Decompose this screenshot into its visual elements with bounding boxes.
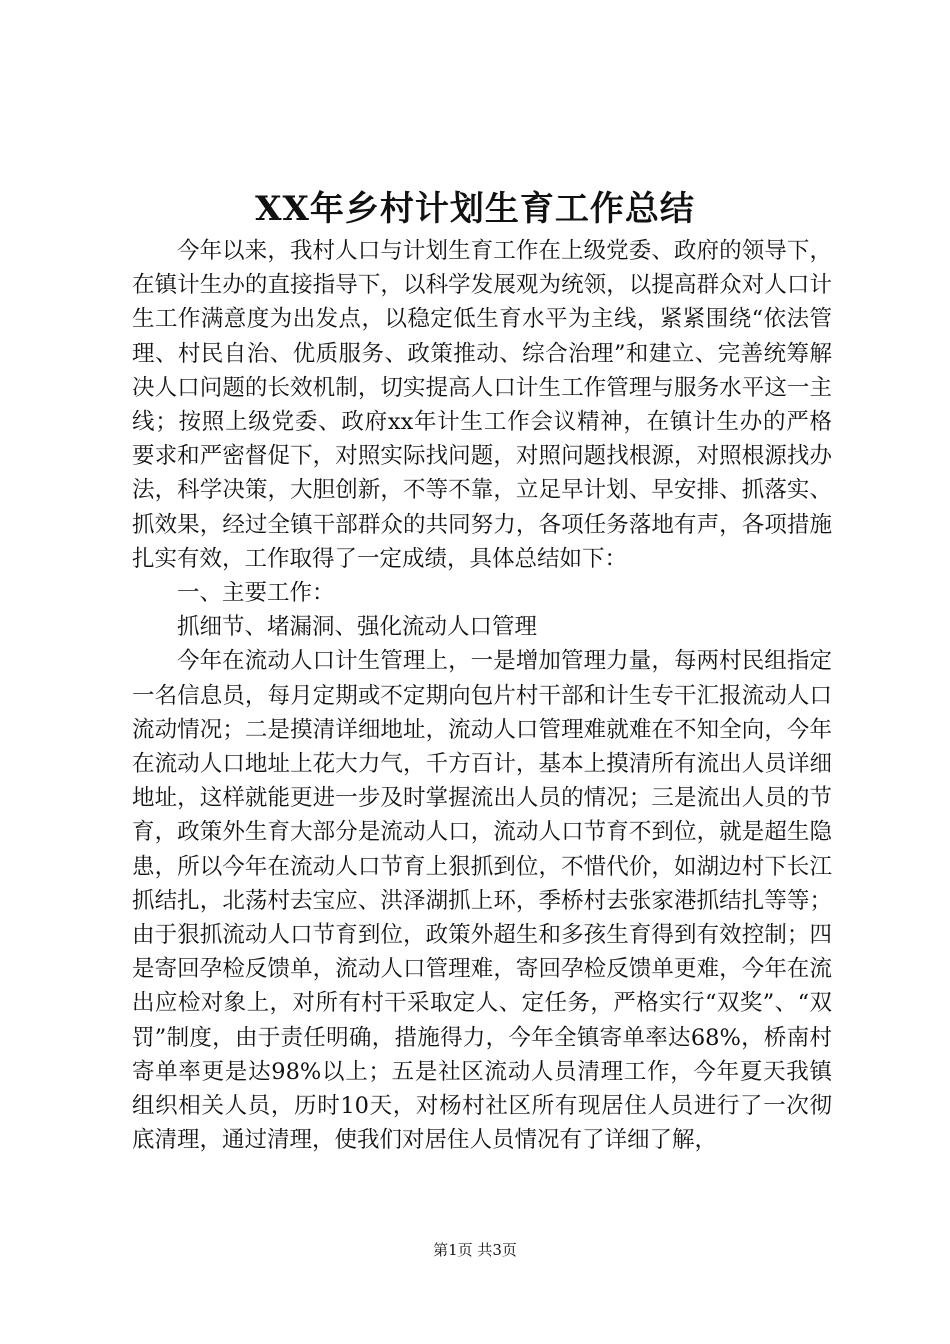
section-heading: 一、主要工作： [177, 580, 335, 607]
document-body [132, 234, 832, 1157]
page-footer: 第1页 共3页 [433, 1241, 517, 1259]
intro-paragraph: 今年以来，我村人口与计划生育工作在上级党委、政府的领导下，在镇计生办的直接指导下，以科学发展观为统领，以提高群众对人口计生工作满意度为出发点，以稳定低生育水平为主线，紧紧围绕“依法管理、村民自治、优质服务、政策推动、综合治理”和建立、完善统筹解决人口问题的长效机制，切实提高人口计生工作管理与服务水平这一主线；按照上级党委、政府xx年计生工作会议精神，在镇计生办的严格要求和严密督促下，对照实际找问题，对照问题找根源，对照根源找办法，科学决策，大胆创新，不等不靠，立足早计划、早安排、抓落实、抓效果，经过全镇干部群众的共同努力，各项任务落地有声，各项措施扎实有效，工作取得了一定成绩，具体总结如下： [132, 238, 832, 572]
subsection-heading: 抓细节、堵漏洞、强化流动人口管理 [177, 614, 538, 641]
document-title: XX年乡村计划生育工作总结 [255, 189, 695, 229]
body-paragraph: 今年在流动人口计生管理上，一是增加管理力量，每两村民组指定一名信息员，每月定期或不定期向包片村干部和计生专干汇报流动人口流动情况；二是摸清详细地址，流动人口管理难就难在不知全向，今年在流动人口地址上花大力气，千方百计，基本上摸清所有流出人员详细地址，这样就能更进一步及时掌握流出人员的情况；三是流出人员的节育，政策外生育大部分是流动人口，流动人口节育不到位，就是超生隐患，所以今年在流动人口节育上狠抓到位，不惜代价，如湖边村下长江抓结扎，北荡村去宝应、洪泽湖抓上环，季桥村去张家港抓结扎等等；由于狠抓流动人口节育到位，政策外超生和多孩生育得到有效控制；四是寄回孕检反馈单，流动人口管理难，寄回孕检反馈单更难，今年在流出应检对象上，对所有村干采取定人、定任务，严格实行“双奖”、“双罚”制度，由于责任明确，措施得力，今年全镇寄单率达68%，桥南村寄单率更是达98%以上；五是社区流动人员清理工作，今年夏天我镇组织相关人员，历时10天，对杨村社区所有现居住人员进行了一次彻底清理，通过清理，使我们对居住人员情况有了详细了解， [132, 648, 832, 1154]
